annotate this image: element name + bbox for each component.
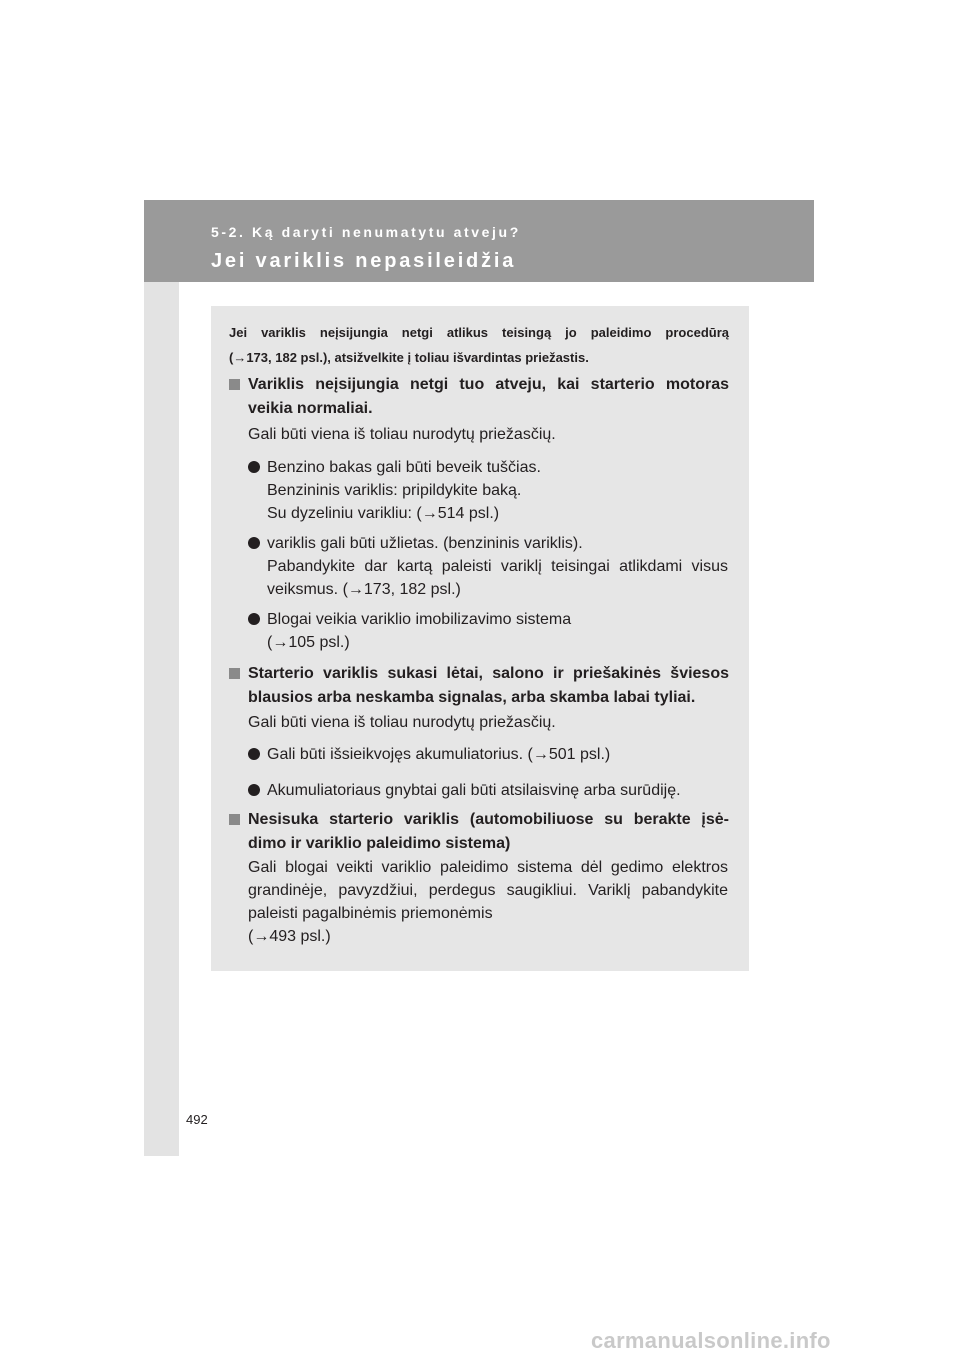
page-title: Jei variklis nepasileidžia (211, 250, 517, 272)
bullet-line: Pabandykite dar kartą paleisti variklį teisingai atlikdami visus (267, 558, 728, 575)
watermark: carmanualsonline.info (591, 1328, 831, 1353)
bullet-dot-icon (248, 784, 260, 796)
section-text: Gali būti viena iš toliau nurodytų priežasčių. (248, 426, 556, 443)
intro-line: (→173, 182 psl.), atsižvelkite į toliau išvardintas priežastis. (229, 350, 589, 365)
bullet-line: Gali būti išsieikvojęs akumuliatorius. (→501 psl.) (267, 746, 611, 763)
heading-line: dimo ir variklio paleidimo sistema) (248, 835, 511, 852)
bullet-dot-icon (248, 537, 260, 549)
text-line: grandinėje, pavyzdžiui, perdegus saugikliui. Variklį pabandykite (248, 882, 728, 899)
intro-text (229, 320, 729, 370)
square-bullet-icon (229, 814, 240, 825)
bullet-line: (→105 psl.) (267, 634, 350, 651)
square-bullet-icon (229, 379, 240, 390)
bullet-dot-icon (248, 461, 260, 473)
page-number: 492 (186, 1112, 208, 1127)
section-label: 5-2. Ką daryti nenumatytu atveju? (211, 224, 521, 240)
intro-line: Jei variklis neįsijungia netgi atlikus teisingą jo paleidimo procedūrą (229, 325, 729, 340)
bullet-line: Su dyzeliniu varikliu: (→514 psl.) (267, 505, 500, 522)
heading-line: Starterio variklis sukasi lėtai, salono ir priešakinės šviesos (248, 665, 729, 682)
bullet-line: Benzininis variklis: pripildykite baką. (267, 482, 522, 499)
page-margin-strip (144, 200, 179, 1156)
section-text (248, 856, 728, 948)
bullet-line: Akumuliatoriaus gnybtai gali būti atsilaisvinę arba surūdiję. (267, 782, 681, 799)
bullet-dot-icon (248, 613, 260, 625)
heading-line: Nesisuka starterio variklis (automobiliuose su berakte įsė- (248, 811, 729, 828)
bullet-line: Benzino bakas gali būti beveik tuščias. (267, 459, 541, 476)
bullet-line: veiksmus. (→173, 182 psl.) (267, 581, 461, 598)
bullet-dot-icon (248, 748, 260, 760)
section-text: Gali būti viena iš toliau nurodytų priežasčių. (248, 714, 556, 731)
heading-line: veikia normaliai. (248, 400, 373, 417)
square-bullet-icon (229, 668, 240, 679)
bullet-line: Blogai veikia variklio imobilizavimo sistema (267, 611, 572, 628)
text-line: (→493 psl.) (248, 928, 331, 945)
heading-line: blausios arba neskamba signalas, arba skamba labai tyliai. (248, 689, 696, 706)
heading-line: Variklis neįsijungia netgi tuo atveju, kai starterio motoras (248, 376, 729, 393)
text-line: Gali blogai veikti variklio paleidimo sistema dėl gedimo elektros (248, 859, 728, 876)
bullet-line: variklis gali būti užlietas. (benzininis variklis). (267, 535, 583, 552)
text-line: paleisti pagalbinėmis priemonėmis (248, 905, 493, 922)
